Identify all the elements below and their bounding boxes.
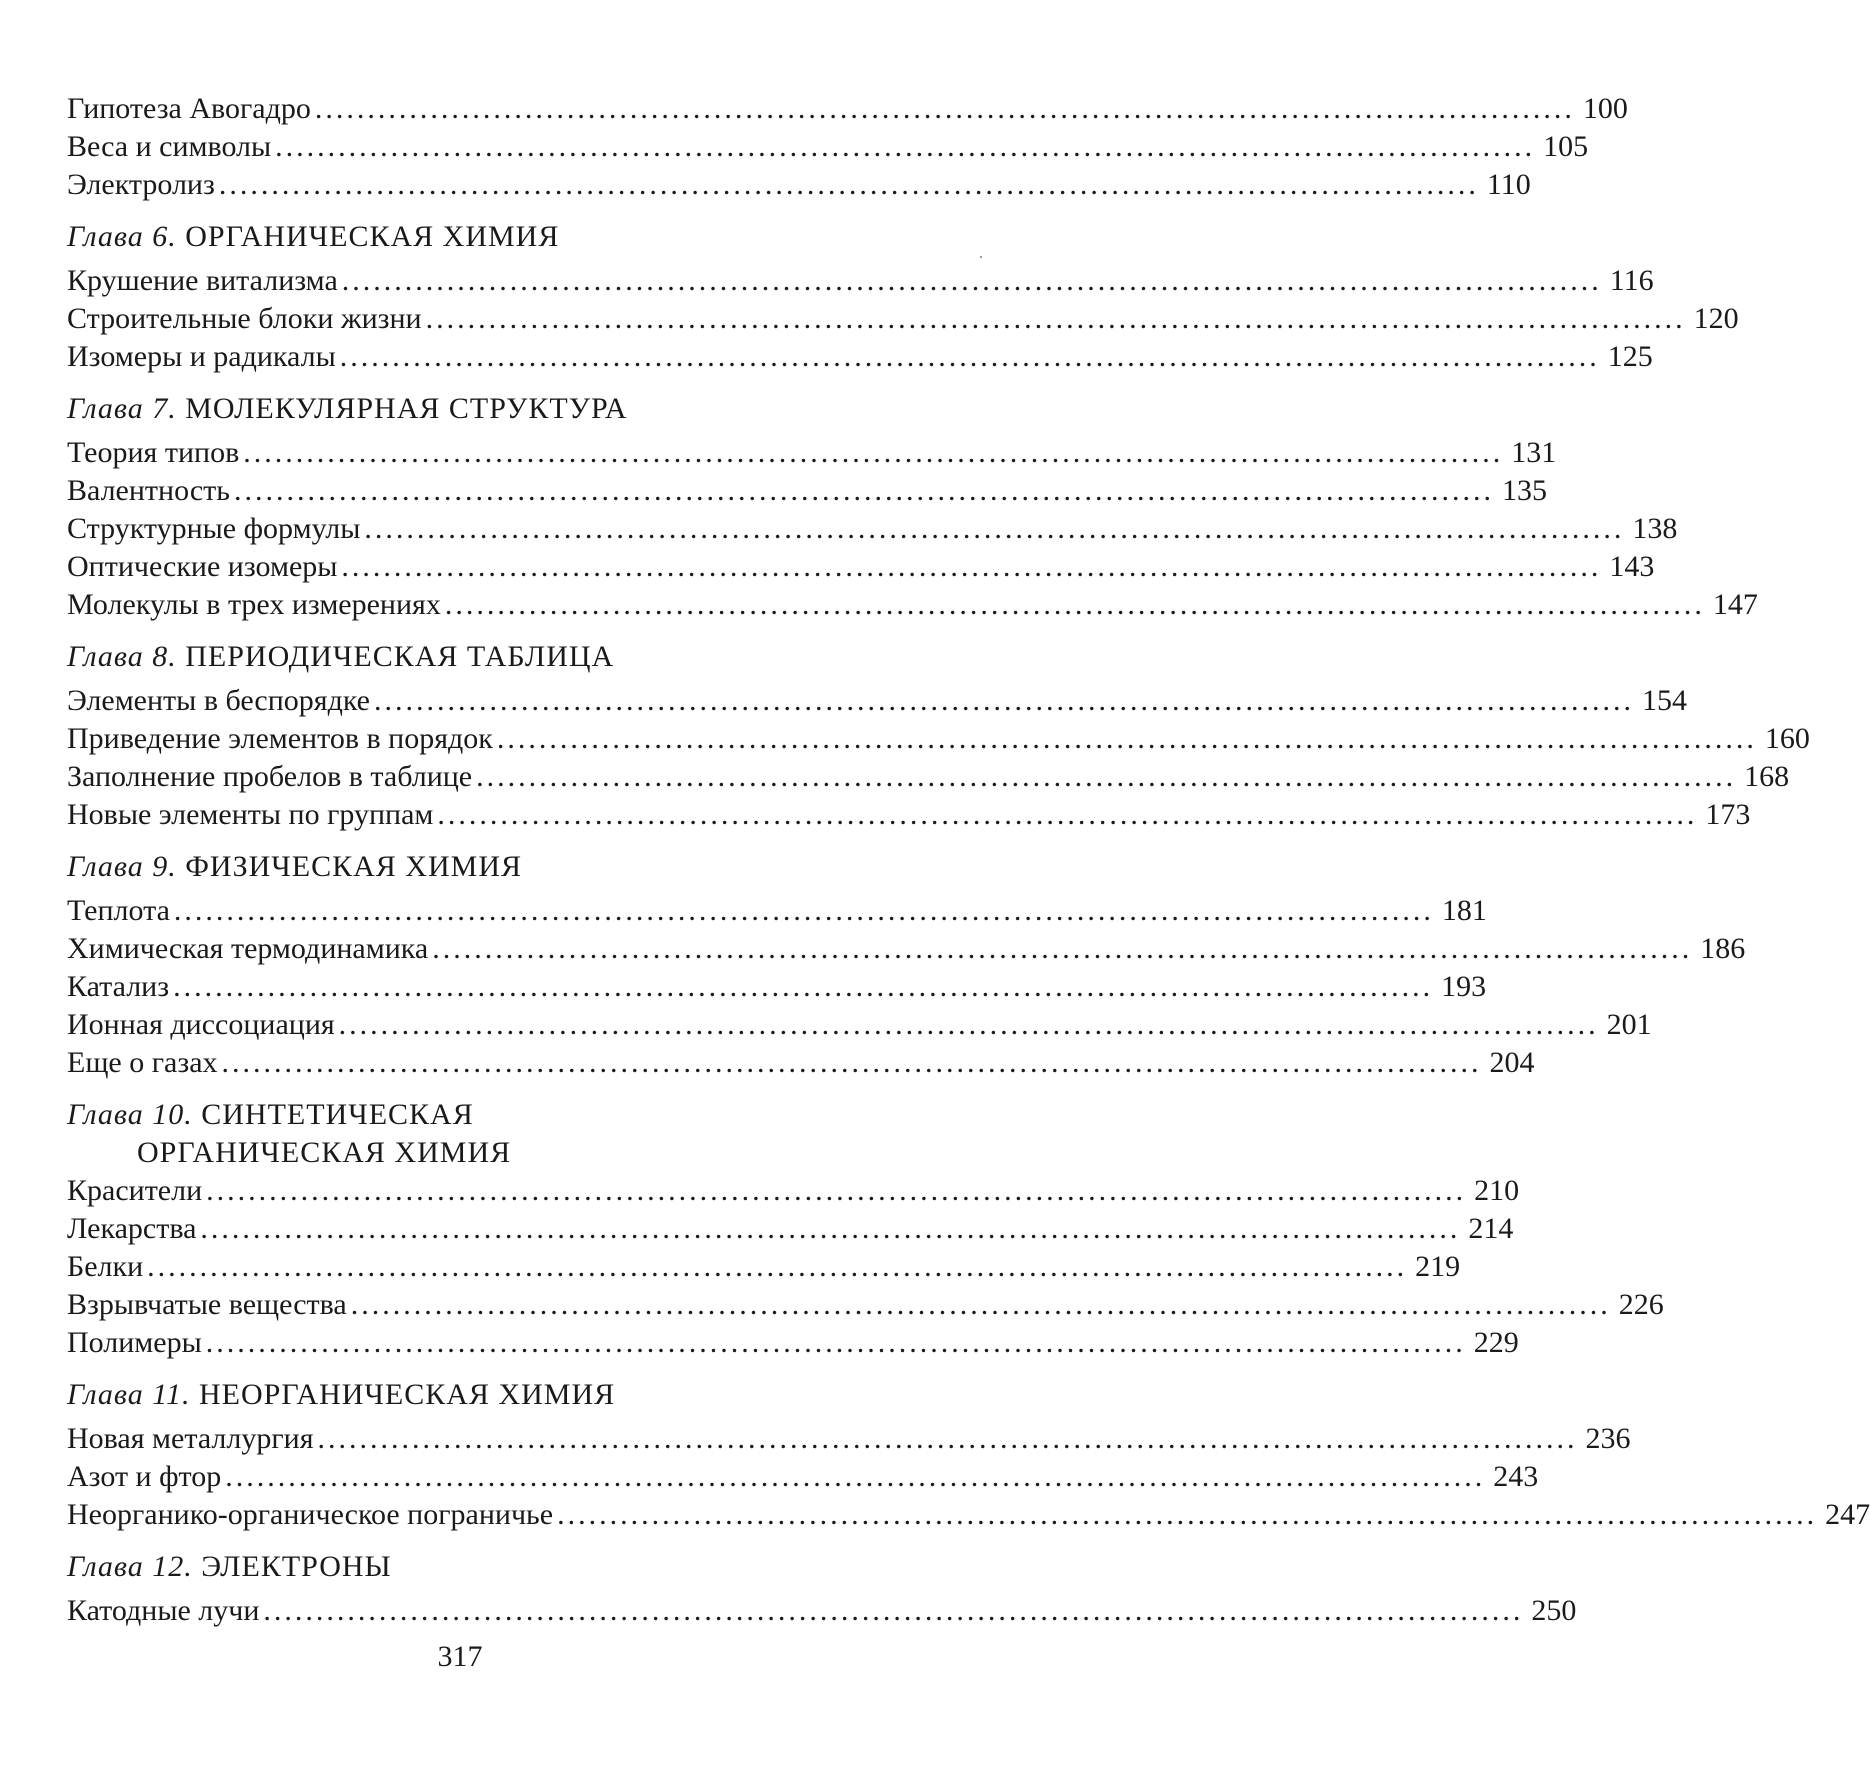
entry-title: Белки [67, 1250, 144, 1283]
entry-title: Неорганико-органическое пограничье [67, 1498, 554, 1531]
dot-leader: ........................................................................................................................ [341, 264, 1602, 297]
entry-title: Новая металлургия [67, 1422, 314, 1455]
toc-entry [67, 1006, 1652, 1044]
chapter-heading [67, 390, 867, 434]
entry-page-number: 125 [1607, 340, 1653, 373]
dot-leader: ........................................................................................................................ [496, 722, 1757, 755]
entry-title: Полимеры [67, 1326, 202, 1359]
entry-title: Еще о газах [67, 1046, 218, 1079]
entry-title: Изомеры и радикалы [67, 340, 336, 373]
dot-leader: ........................................................................................................................ [338, 1008, 1599, 1041]
toc-entry [67, 586, 1758, 624]
entry-title: Химическая термодинамика [67, 932, 429, 965]
dot-leader: ........................................................................................................................ [557, 1498, 1818, 1531]
dot-leader: ........................................................................................................................ [173, 970, 1434, 1003]
entry-title: Заполнение пробелов в таблице [67, 760, 473, 793]
toc-entry [67, 1592, 1577, 1630]
dot-leader: ........................................................................................................................ [317, 1422, 1578, 1455]
entry-title: Оптические изомеры [67, 550, 338, 583]
leading-entries [67, 90, 1628, 204]
toc-entry [67, 548, 1655, 586]
chapter-title: ОРГАНИЧЕСКАЯ ХИМИЯ [185, 220, 560, 253]
dot-leader: ........................................................................................................................ [425, 302, 1686, 335]
toc-entry [67, 720, 1810, 758]
entry-page-number: 236 [1585, 1422, 1631, 1455]
chapter-heading [67, 1548, 867, 1592]
chapter-block [67, 218, 1739, 376]
dot-leader: ........................................................................................................................ [147, 1250, 1408, 1283]
entry-title: Молекулы в трех измерениях [67, 588, 441, 621]
chapter-block [67, 848, 1746, 1082]
dot-leader: ........................................................................................................................ [314, 92, 1575, 125]
toc-entry [67, 892, 1487, 930]
dot-leader: ........................................................................................................................ [263, 1594, 1524, 1627]
dot-leader: ........................................................................................................................ [437, 798, 1698, 831]
chapter-block [67, 638, 1810, 834]
chapter-heading [67, 1096, 867, 1172]
toc-entry [67, 1324, 1519, 1362]
entry-title: Красители [67, 1174, 203, 1207]
entry-page-number: 100 [1582, 92, 1628, 125]
entry-page-number: 110 [1486, 168, 1531, 201]
entry-page-number: 168 [1744, 760, 1790, 793]
dot-leader: ........................................................................................................................ [243, 436, 1504, 469]
chapter-title: СИНТЕТИЧЕСКАЯ [201, 1098, 474, 1131]
entry-title: Взрывчатые вещества [67, 1288, 347, 1321]
dot-leader: ........................................................................................................................ [476, 760, 1737, 793]
toc-entry [67, 1210, 1514, 1248]
toc-entry [67, 128, 1589, 166]
toc-entry [67, 1172, 1520, 1210]
entry-page-number: 154 [1642, 684, 1687, 717]
dot-leader: ........................................................................................................................ [218, 168, 1479, 201]
entry-page-number: 120 [1693, 302, 1739, 335]
dot-leader: ........................................................................................................................ [233, 474, 1494, 507]
entry-page-number: 226 [1618, 1288, 1664, 1321]
entry-page-number: 243 [1493, 1460, 1539, 1493]
chapter-title: НЕОРГАНИЧЕСКАЯ ХИМИЯ [199, 1378, 616, 1411]
entry-page-number: 193 [1441, 970, 1487, 1003]
chapter-label: Глава 7. [67, 392, 177, 425]
chapter-label: Глава 9. [67, 850, 177, 883]
toc-entry [67, 166, 1531, 204]
entry-title: Структурные формулы [67, 512, 361, 545]
toc-entry [67, 1248, 1461, 1286]
entry-title: Теплота [67, 894, 170, 927]
print-speck [980, 256, 982, 258]
entry-title: Строительные блоки жизни [67, 302, 422, 335]
dot-leader: ........................................................................................................................ [432, 932, 1693, 965]
dot-leader: ........................................................................................................................ [205, 1326, 1466, 1359]
chapter-heading [67, 638, 867, 682]
toc-entry [67, 1496, 1870, 1534]
dot-leader: ........................................................................................................................ [364, 512, 1625, 545]
chapter-heading [67, 1376, 867, 1420]
toc-entry [67, 1458, 1539, 1496]
toc-entry [67, 90, 1628, 128]
entry-title: Электролиз [67, 168, 215, 201]
entry-title: Приведение элементов в порядок [67, 722, 493, 755]
toc-entry [67, 262, 1654, 300]
toc-entry [67, 1420, 1631, 1458]
dot-leader: ........................................................................................................................ [173, 894, 1434, 927]
chapter-label: Глава 10. [67, 1098, 193, 1131]
entry-title: Теория типов [67, 436, 240, 469]
toc-entry [67, 968, 1487, 1006]
chapter-block [67, 1096, 1664, 1362]
chapter-title: ПЕРИОДИЧЕСКАЯ ТАБЛИЦА [185, 640, 615, 673]
entry-title: Азот и фтор [67, 1460, 222, 1493]
chapter-block [67, 1548, 1577, 1630]
entry-title: Валентность [67, 474, 230, 507]
dot-leader: ........................................................................................................................ [341, 550, 1602, 583]
entry-title: Элементы в беспорядке [67, 684, 370, 717]
chapter-label: Глава 12. [67, 1550, 193, 1583]
toc-entry [67, 796, 1751, 834]
toc-entry [67, 338, 1653, 376]
chapter-heading [67, 848, 867, 892]
entry-title: Катализ [67, 970, 170, 1003]
dot-leader: ........................................................................................................................ [200, 1212, 1461, 1245]
entry-page-number: 186 [1700, 932, 1746, 965]
chapter-block [67, 1376, 1870, 1534]
toc-entry [67, 434, 1557, 472]
entry-page-number: 131 [1511, 436, 1557, 469]
entry-title: Катодные лучи [67, 1594, 260, 1627]
entry-page-number: 229 [1473, 1326, 1519, 1359]
entry-title: Лекарства [67, 1212, 197, 1245]
dot-leader: ........................................................................................................................ [374, 684, 1634, 717]
entry-title: Веса и символы [67, 130, 272, 163]
dot-leader: ........................................................................................................................ [221, 1046, 1482, 1079]
entry-page-number: 143 [1609, 550, 1655, 583]
chapter-title: ФИЗИЧЕСКАЯ ХИМИЯ [185, 850, 522, 883]
table-of-contents [67, 90, 1870, 1630]
chapter-label: Глава 8. [67, 640, 177, 673]
toc-entry [67, 300, 1739, 338]
chapter-title: ЭЛЕКТРОНЫ [201, 1550, 392, 1583]
entry-page-number: 210 [1474, 1174, 1520, 1207]
toc-entry [67, 758, 1790, 796]
chapter-list [67, 218, 1870, 1630]
dot-leader: ........................................................................................................................ [275, 130, 1536, 163]
entry-page-number: 201 [1606, 1008, 1652, 1041]
chapter-title: МОЛЕКУЛЯРНАЯ СТРУКТУРА [185, 392, 628, 425]
dot-leader: ........................................................................................................................ [206, 1174, 1467, 1207]
chapter-label: Глава 11. [67, 1378, 191, 1411]
entry-page-number: 250 [1531, 1594, 1577, 1627]
entry-page-number: 214 [1468, 1212, 1514, 1245]
toc-entry [67, 510, 1678, 548]
entry-page-number: 247 [1825, 1498, 1870, 1531]
entry-title: Гипотеза Авогадро [67, 92, 311, 125]
entry-page-number: 147 [1712, 588, 1758, 621]
toc-entry [67, 930, 1746, 968]
dot-leader: ........................................................................................................................ [444, 588, 1705, 621]
entry-page-number: 181 [1441, 894, 1487, 927]
dot-leader: ........................................................................................................................ [339, 340, 1600, 373]
entry-page-number: 160 [1764, 722, 1810, 755]
entry-page-number: 204 [1489, 1046, 1535, 1079]
chapter-block [67, 390, 1758, 624]
toc-entry [67, 1286, 1664, 1324]
entry-page-number: 135 [1501, 474, 1547, 507]
entry-page-number: 138 [1632, 512, 1678, 545]
entry-title: Новые элементы по группам [67, 798, 434, 831]
entry-title: Крушение витализма [67, 264, 338, 297]
chapter-title: ОРГАНИЧЕСКАЯ ХИМИЯ [137, 1136, 512, 1169]
toc-entry [67, 1044, 1535, 1082]
entry-page-number: 219 [1415, 1250, 1461, 1283]
dot-leader: ........................................................................................................................ [350, 1288, 1611, 1321]
page-number: 317 [437, 1640, 483, 1673]
entry-page-number: 116 [1609, 264, 1654, 297]
toc-entry [67, 682, 1687, 720]
chapter-label: Глава 6. [67, 220, 177, 253]
dot-leader: ........................................................................................................................ [225, 1460, 1486, 1493]
entry-title: Ионная диссоциация [67, 1008, 335, 1041]
toc-entry [67, 472, 1547, 510]
entry-page-number: 105 [1543, 130, 1589, 163]
chapter-heading [67, 218, 867, 262]
entry-page-number: 173 [1705, 798, 1751, 831]
